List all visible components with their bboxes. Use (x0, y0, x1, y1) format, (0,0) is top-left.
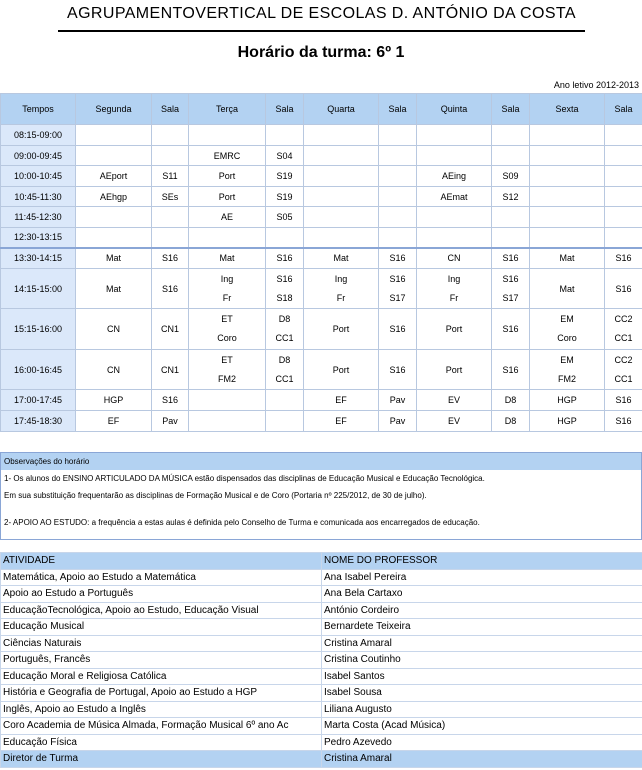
schedule-cell: AEport (76, 166, 152, 187)
time-slot-cell: 16:00-16:45 (1, 350, 76, 390)
teacher-name-cell: Isabel Sousa (322, 685, 642, 702)
schedule-cell: CN (76, 350, 152, 390)
schedule-cell (605, 187, 642, 207)
schedule-cell: AEhgp (76, 187, 152, 207)
column-header: Terça (189, 94, 266, 125)
schedule-cell: Pav (379, 390, 417, 411)
schedule-cell (530, 228, 605, 248)
schedule-cell: HGP (530, 390, 605, 411)
observation-note: Em sua substituição frequentarão as disciplinas de Formação Musical e de Coro (Portaria nº 225/2012, de 30 de julho). (4, 491, 427, 500)
time-slot-cell: 09:00-09:45 (1, 146, 76, 166)
activity-cell: História e Geografia de Portugal, Apoio ao Estudo a HGP (1, 685, 322, 702)
schedule-cell: S16 (379, 309, 417, 350)
schedule-cell: EMRC (189, 146, 266, 166)
schedule-cell (379, 166, 417, 187)
time-slot-cell: 10:00-10:45 (1, 166, 76, 187)
schedule-cell: Port (304, 309, 379, 350)
schedule-cell: EF (304, 390, 379, 411)
schedule-cell: S19 (266, 166, 304, 187)
schedule-cell: HGP (530, 411, 605, 432)
schedule-cell: HGP (76, 390, 152, 411)
schedule-cell (76, 146, 152, 166)
schedule-cell: D8 (492, 390, 530, 411)
activity-cell: Educação Moral e Religiosa Católica (1, 668, 322, 685)
schedule-cell: Port (304, 350, 379, 390)
schedule-cell (492, 207, 530, 228)
activity-cell: Diretor de Turma (1, 751, 322, 768)
activity-cell: Matemática, Apoio ao Estudo a Matemática (1, 569, 322, 586)
schedule-cell (304, 187, 379, 207)
schedule-cell: EV (417, 390, 492, 411)
schedule-cell (189, 228, 266, 248)
time-slot-cell: 14:15-15:00 (1, 269, 76, 309)
schedule-cell: CC2 CC1 (605, 350, 642, 390)
schedule-cell (530, 207, 605, 228)
schedule-cell: AE (189, 207, 266, 228)
schedule-cell (492, 146, 530, 166)
schedule-cell: S16 (605, 248, 642, 269)
column-header: Sala (379, 94, 417, 125)
schedule-cell: S19 (266, 187, 304, 207)
schedule-row (1, 207, 642, 228)
time-slot-cell: 15:15-16:00 (1, 309, 76, 350)
schedule-cell (605, 228, 642, 248)
schedule-cell: Ing Fr (304, 269, 379, 309)
class-schedule-table (0, 93, 642, 432)
schedule-cell (266, 411, 304, 432)
schedule-cell (417, 228, 492, 248)
schedule-cell: ET FM2 (189, 350, 266, 390)
activity-cell: Ciências Naturais (1, 635, 322, 652)
class-director-row (1, 751, 642, 768)
schedule-cell: S16 (605, 390, 642, 411)
teacher-row (1, 701, 642, 718)
column-header: Sala (492, 94, 530, 125)
schedule-cell: S16 (492, 309, 530, 350)
schedule-cell (417, 146, 492, 166)
column-header: Segunda (76, 94, 152, 125)
schedule-row (1, 228, 642, 248)
schedule-cell: CN (76, 309, 152, 350)
schedule-cell: Mat (189, 248, 266, 269)
page-title: Horário da turma: 6º 1 (237, 44, 405, 61)
column-header-times: Tempos (1, 94, 76, 125)
schedule-cell: CC2 CC1 (605, 309, 642, 350)
activity-cell: Inglês, Apoio ao Estudo a Inglês (1, 701, 322, 718)
column-header: Quinta (417, 94, 492, 125)
schedule-observations (0, 452, 642, 540)
schedule-row (1, 350, 642, 390)
schedule-cell: S16 (605, 269, 642, 309)
schedule-cell (76, 228, 152, 248)
schedule-cell (266, 228, 304, 248)
teacher-name-cell: Pedro Azevedo (322, 734, 642, 751)
schedule-cell (379, 207, 417, 228)
schedule-cell (266, 390, 304, 411)
schedule-cell (304, 146, 379, 166)
observation-note: 1- Os alunos do ENSINO ARTICULADO DA MÚSICA estão dispensados das disciplinas de Educação Musical e Educação Tecnológica. (4, 474, 485, 483)
activity-cell: Apoio ao Estudo a Português (1, 586, 322, 603)
school-year-label: Ano letivo 2012-2013 (553, 80, 639, 90)
schedule-cell: CN1 (152, 350, 189, 390)
schedule-cell (266, 125, 304, 146)
schedule-cell (152, 146, 189, 166)
teacher-row (1, 586, 642, 603)
schedule-cell: S16 (605, 411, 642, 432)
schedule-cell: S16 (379, 248, 417, 269)
school-name-header: AGRUPAMENTOVERTICAL DE ESCOLAS D. ANTÓNIO DA COSTA (58, 0, 585, 32)
schedule-cell (379, 146, 417, 166)
schedule-cell (379, 125, 417, 146)
schedule-cell (304, 207, 379, 228)
schedule-cell: SEs (152, 187, 189, 207)
schedule-cell (605, 207, 642, 228)
teacher-row (1, 619, 642, 636)
schedule-cell: CN (417, 248, 492, 269)
schedule-cell (605, 146, 642, 166)
schedule-row (1, 269, 642, 309)
teacher-row (1, 602, 642, 619)
teacher-name-cell: Bernardete Teixeira (322, 619, 642, 636)
teacher-name-cell: Cristina Coutinho (322, 652, 642, 669)
schedule-cell (379, 187, 417, 207)
schedule-cell (530, 166, 605, 187)
observations-header: Observações do horário (1, 453, 641, 470)
schedule-row (1, 309, 642, 350)
schedule-cell (379, 228, 417, 248)
schedule-cell: S16 S17 (492, 269, 530, 309)
schedule-cell (605, 125, 642, 146)
teacher-name-cell: António Cordeiro (322, 602, 642, 619)
activity-cell: EducaçãoTecnológica, Apoio ao Estudo, Educação Visual (1, 602, 322, 619)
time-slot-cell: 17:00-17:45 (1, 390, 76, 411)
schedule-cell: Mat (530, 248, 605, 269)
time-slot-cell: 11:45-12:30 (1, 207, 76, 228)
schedule-cell: Mat (76, 269, 152, 309)
schedule-cell (530, 125, 605, 146)
schedule-cell (417, 125, 492, 146)
schedule-cell: S09 (492, 166, 530, 187)
schedule-row (1, 146, 642, 166)
schedule-cell (304, 125, 379, 146)
schedule-cell: S05 (266, 207, 304, 228)
schedule-row (1, 411, 642, 432)
schedule-cell: EM FM2 (530, 350, 605, 390)
teacher-name-cell: Cristina Amaral (322, 635, 642, 652)
observation-note: 2- APOIO AO ESTUDO: a frequência a estas aulas é definida pelo Conselho de Turma e comunicada aos encarregados de educação. (4, 518, 480, 527)
teacher-name-cell: Marta Costa (Acad Música) (322, 718, 642, 735)
teacher-name-cell: NOME DO PROFESSOR (322, 553, 642, 570)
schedule-cell: EF (76, 411, 152, 432)
teacher-row (1, 652, 642, 669)
schedule-cell: D8 CC1 (266, 350, 304, 390)
teacher-row (1, 635, 642, 652)
schedule-cell: S11 (152, 166, 189, 187)
column-header: Sala (605, 94, 642, 125)
schedule-cell: AEmat (417, 187, 492, 207)
teacher-name-cell: Cristina Amaral (322, 751, 642, 768)
schedule-cell (189, 390, 266, 411)
activity-cell: Educação Física (1, 734, 322, 751)
schedule-cell: S04 (266, 146, 304, 166)
schedule-cell: ET Coro (189, 309, 266, 350)
schedule-cell: S16 (379, 350, 417, 390)
schedule-cell: EF (304, 411, 379, 432)
schedule-cell: Pav (379, 411, 417, 432)
teachers-header-row (1, 553, 642, 570)
column-header: Quarta (304, 94, 379, 125)
schedule-cell (76, 207, 152, 228)
schedule-row (1, 248, 642, 269)
schedule-cell: S16 (152, 248, 189, 269)
teacher-name-cell: Ana Bela Cartaxo (322, 586, 642, 603)
schedule-cell: D8 CC1 (266, 309, 304, 350)
schedule-cell: Port (189, 166, 266, 187)
schedule-cell: Mat (304, 248, 379, 269)
activity-cell: Português, Francês (1, 652, 322, 669)
schedule-cell (530, 146, 605, 166)
teachers-table (0, 552, 642, 768)
schedule-cell: Port (417, 309, 492, 350)
schedule-cell: S16 (152, 269, 189, 309)
time-slot-cell: 13:30-14:15 (1, 248, 76, 269)
schedule-cell (189, 411, 266, 432)
teacher-row (1, 685, 642, 702)
teacher-name-cell: Liliana Augusto (322, 701, 642, 718)
schedule-row (1, 187, 642, 207)
schedule-cell: Mat (530, 269, 605, 309)
schedule-cell: S16 (266, 248, 304, 269)
activity-cell: Coro Academia de Música Almada, Formação Musical 6º ano Ac (1, 718, 322, 735)
schedule-cell: S16 (492, 248, 530, 269)
teacher-row (1, 668, 642, 685)
schedule-cell: Port (189, 187, 266, 207)
teacher-name-cell: Isabel Santos (322, 668, 642, 685)
schedule-cell: AEing (417, 166, 492, 187)
schedule-cell (417, 207, 492, 228)
activity-cell: Educação Musical (1, 619, 322, 636)
schedule-cell: Mat (76, 248, 152, 269)
schedule-cell (304, 228, 379, 248)
schedule-row (1, 125, 642, 146)
schedule-cell (189, 125, 266, 146)
time-slot-cell: 12:30-13:15 (1, 228, 76, 248)
schedule-header-row (1, 94, 642, 125)
time-slot-cell: 17:45-18:30 (1, 411, 76, 432)
schedule-cell: S16 (152, 390, 189, 411)
time-slot-cell: 08:15-09:00 (1, 125, 76, 146)
schedule-cell: Pav (152, 411, 189, 432)
schedule-cell: Port (417, 350, 492, 390)
teacher-row (1, 734, 642, 751)
schedule-cell (152, 228, 189, 248)
column-header: Sala (152, 94, 189, 125)
schedule-cell (76, 125, 152, 146)
schedule-cell: S16 (492, 350, 530, 390)
schedule-cell: S12 (492, 187, 530, 207)
schedule-cell: D8 (492, 411, 530, 432)
schedule-cell: S16 S17 (379, 269, 417, 309)
schedule-row (1, 390, 642, 411)
schedule-cell (152, 125, 189, 146)
column-header: Sala (266, 94, 304, 125)
schedule-cell (152, 207, 189, 228)
teacher-row (1, 718, 642, 735)
schedule-cell (492, 125, 530, 146)
schedule-cell: CN1 (152, 309, 189, 350)
teacher-name-cell: Ana Isabel Pereira (322, 569, 642, 586)
schedule-cell (530, 187, 605, 207)
schedule-cell: Ing Fr (417, 269, 492, 309)
schedule-cell: Ing Fr (189, 269, 266, 309)
teacher-row (1, 569, 642, 586)
schedule-cell (304, 166, 379, 187)
time-slot-cell: 10:45-11:30 (1, 187, 76, 207)
schedule-cell (492, 228, 530, 248)
schedule-row (1, 166, 642, 187)
schedule-cell: S16 S18 (266, 269, 304, 309)
schedule-cell: EM Coro (530, 309, 605, 350)
column-header: Sexta (530, 94, 605, 125)
activity-cell: ATIVIDADE (1, 553, 322, 570)
schedule-cell (605, 166, 642, 187)
schedule-cell: EV (417, 411, 492, 432)
